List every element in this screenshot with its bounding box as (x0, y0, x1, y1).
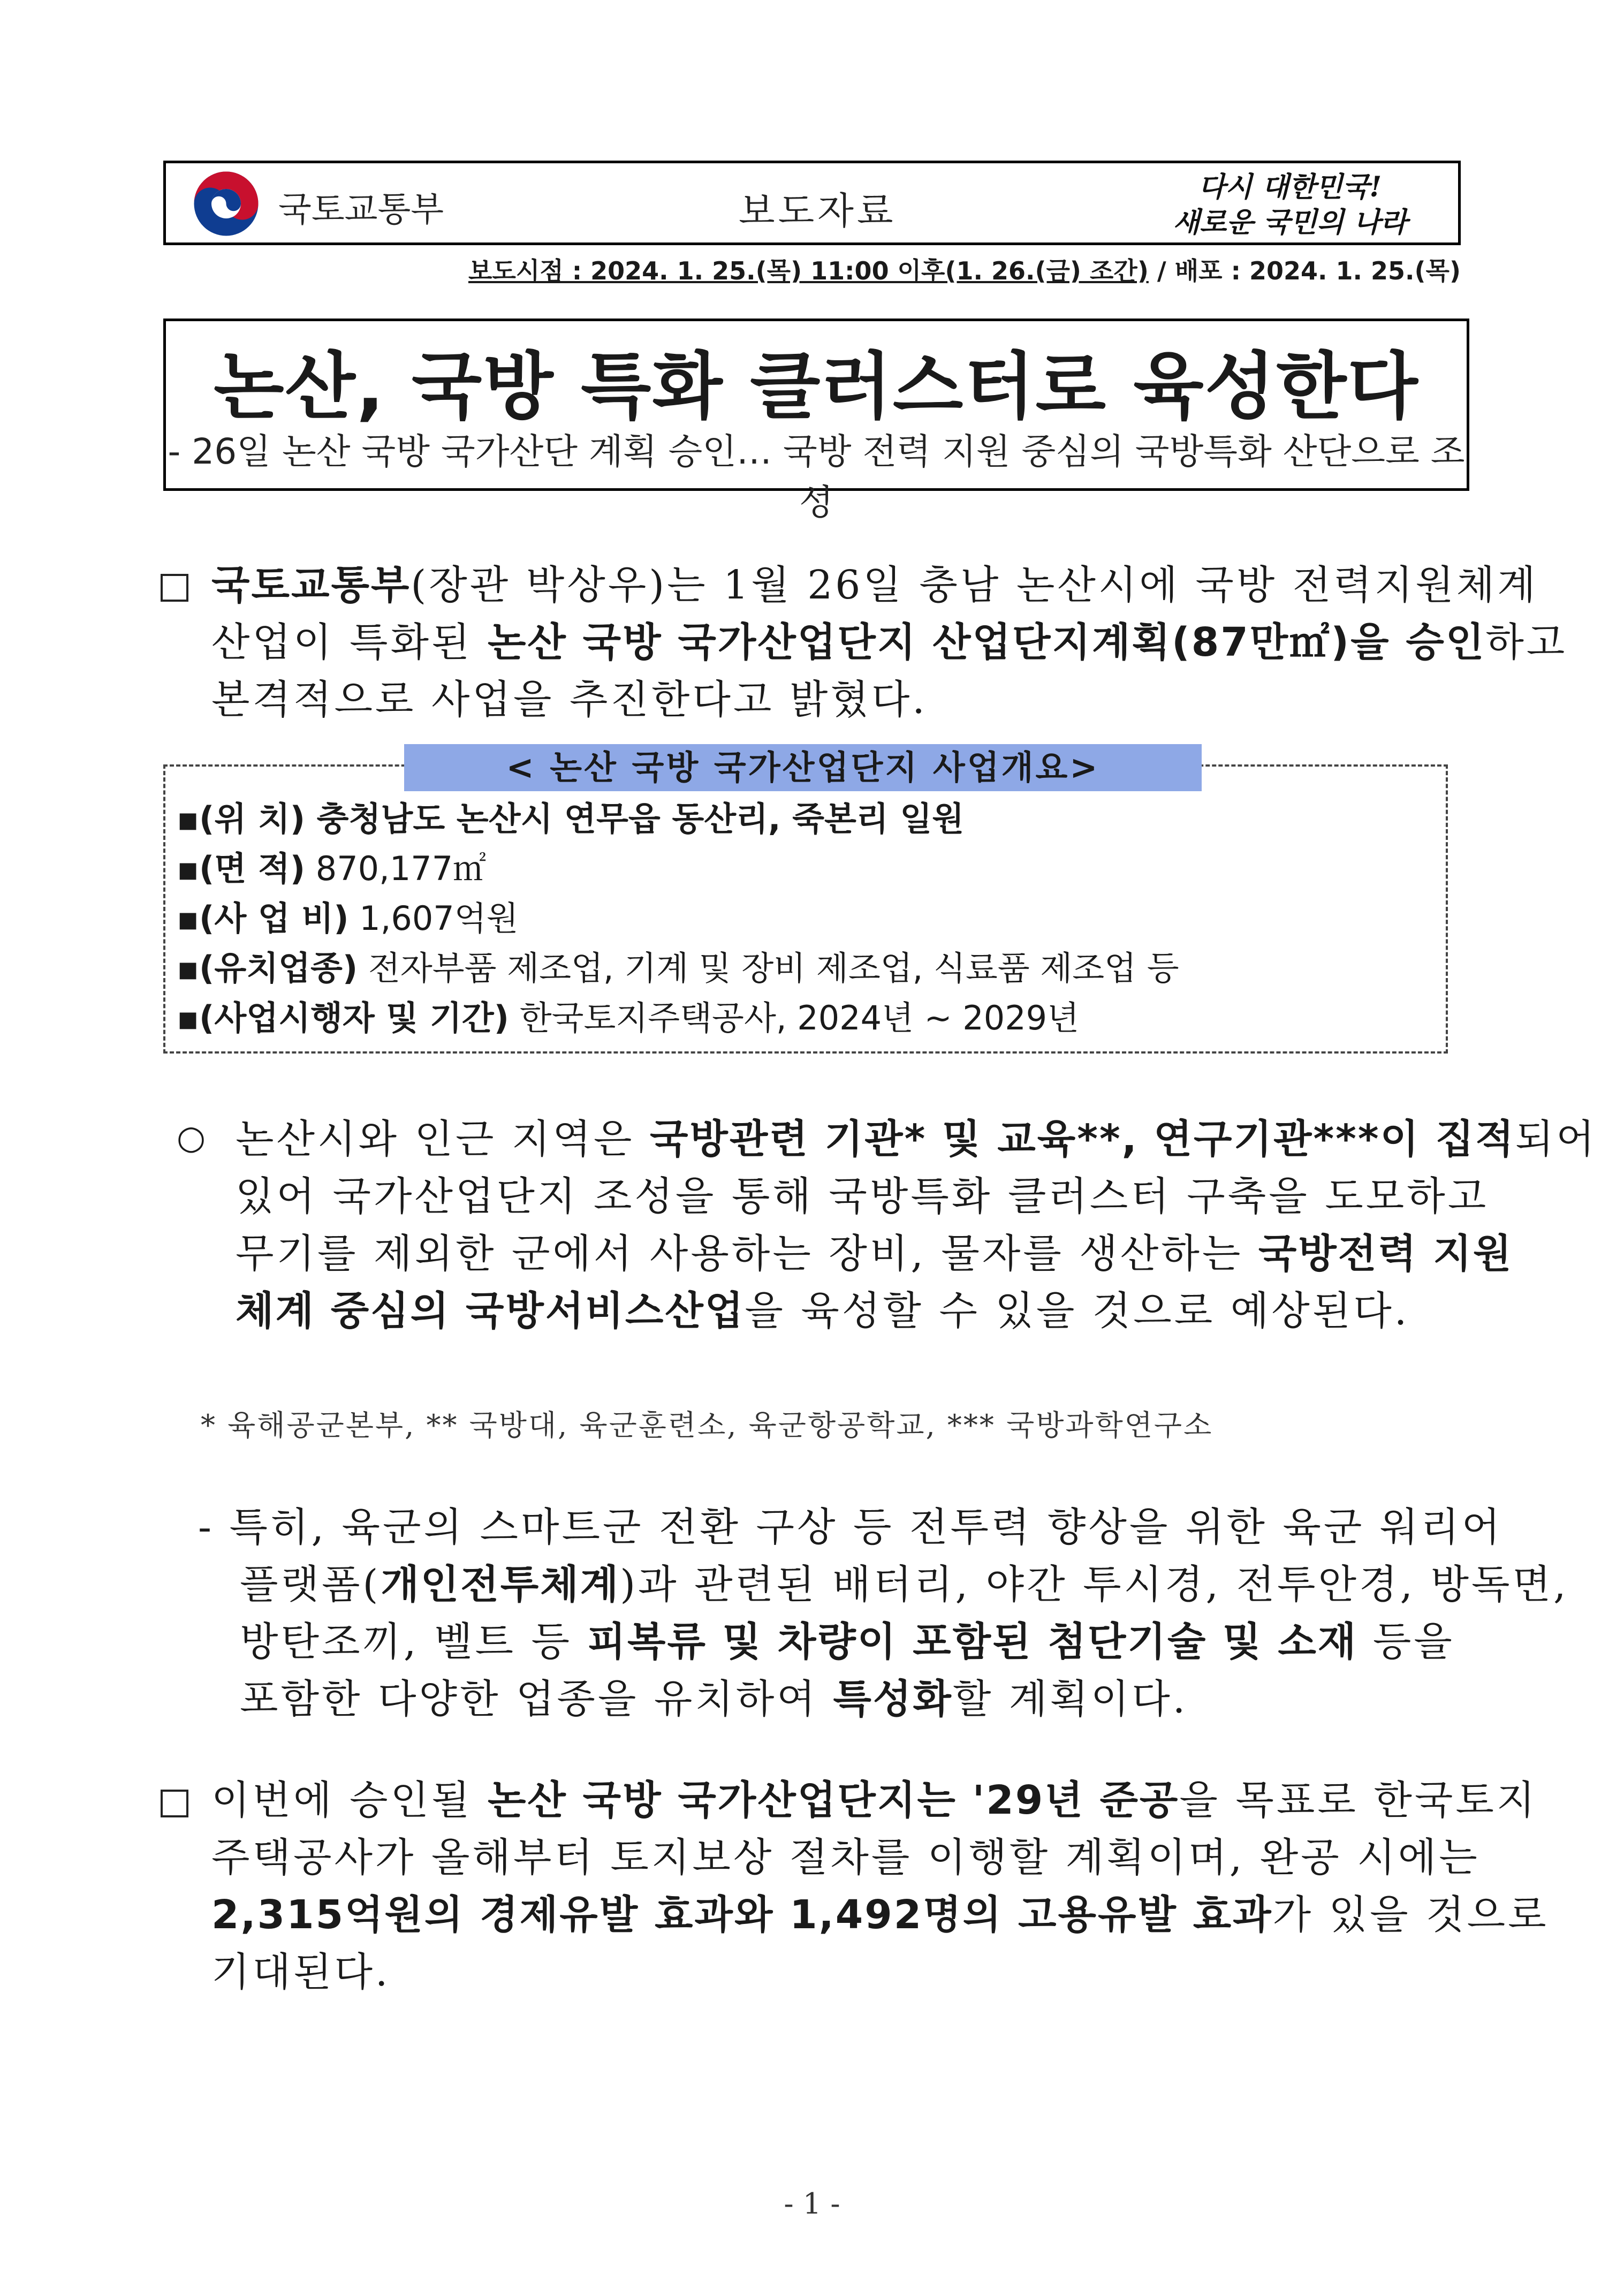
page-number: - 1 - (784, 2187, 840, 2221)
overview-row-cost: ▪(사 업 비) 1,607억원 (177, 899, 519, 938)
circle-bullet-icon: ○ (177, 1118, 206, 1157)
release-info (468, 252, 1461, 287)
checkbox-bullet-icon (161, 574, 188, 602)
overview-row-industries: ▪(유치업종) 전자부품 제조업, 기계 및 장비 제조업, 식료품 제조업 등 (177, 949, 1179, 988)
distribution-date: / 배포 : 2024. 1. 25.(목) (1157, 256, 1461, 285)
document-type-label: 보도자료 (739, 189, 897, 233)
page-title: 논산, 국방 특화 클러스터로 육성한다 (214, 345, 1419, 429)
slogan-line-1: 다시 대한민국! (1198, 171, 1382, 203)
paragraph-approval: 국토교통부(장관 박상우)는 1월 26일 충남 논산시에 국방 전력지원체계 산업이 특화된 논산 국방 국가산업단지 산업단지계획(87만㎡)을 승인하고 본격적으로 사업을 추진한다고 밝혔다. (211, 562, 1568, 723)
checkbox-bullet-icon (161, 1790, 188, 1817)
slogan-calligraphy (1129, 163, 1451, 244)
paragraph-effects: 이번에 승인될 논산 국방 국가산업단지는 '29년 준공을 목표로 한국토지 주택공사가 올해부터 토지보상 절차를 이행할 계획이며, 완공 시에는 2,315억원의 경제유발 효과와 1,492명의 고용유발 효과가 있을 것으로 기대된다. (211, 1777, 1549, 1995)
project-overview-title: < 논산 국방 국가산업단지 사업개요> (404, 744, 1202, 791)
slogan-line-2: 새로운 국민의 나라 (1172, 206, 1408, 239)
overview-row-operator-period: ▪(사업시행자 및 기간) 한국토지주택공사, 2024년 ~ 2029년 (177, 998, 1079, 1037)
release-time: 보도시점 : 2024. 1. 25.(목) 11:00 이후(1. 26.(금) 조간) (468, 256, 1149, 285)
overview-row-location: ▪(위 치) 충청남도 논산시 연무읍 동산리, 죽본리 일원 (177, 799, 965, 838)
page-subtitle: - 26일 논산 국방 국가산단 계획 승인… 국방 전력 지원 중심의 국방특화 산단으로 조성 (168, 431, 1465, 523)
footnote: * 육해공군본부, ** 국방대, 육군훈련소, 육군항공학교, *** 국방과학연구소 (201, 1408, 1213, 1442)
ministry-name: 국토교통부 (278, 190, 444, 230)
government-emblem-icon (193, 170, 260, 237)
paragraph-specialization: - 특히, 육군의 스마트군 전환 구상 등 전투력 향상을 위한 육군 워리어 플랫폼(개인전투체계)과 관련된 배터리, 야간 투시경, 전투안경, 방독면, 방탄조끼, 벨트 등 피복류 및 차량이 포함된 첨단기술 및 소재 등을 포함한 다양한 업종을 유치하여 특성화할 계획이다. (198, 1504, 1569, 1722)
overview-row-area: ▪(면 적) 870,177㎡ (177, 849, 487, 888)
paragraph-cluster: 논산시와 인근 지역은 국방관련 기관* 및 교육**, 연구기관***이 집적되어 있어 국가산업단지 조성을 통해 국방특화 클러스터 구축을 도모하고 무기를 제외한 군에서 사용하는 장비, 물자를 생산하는 국방전력 지원 체계 중심의 국방서비스산업을 육성할 수 있을 것으로 예상된다. (236, 1116, 1597, 1334)
